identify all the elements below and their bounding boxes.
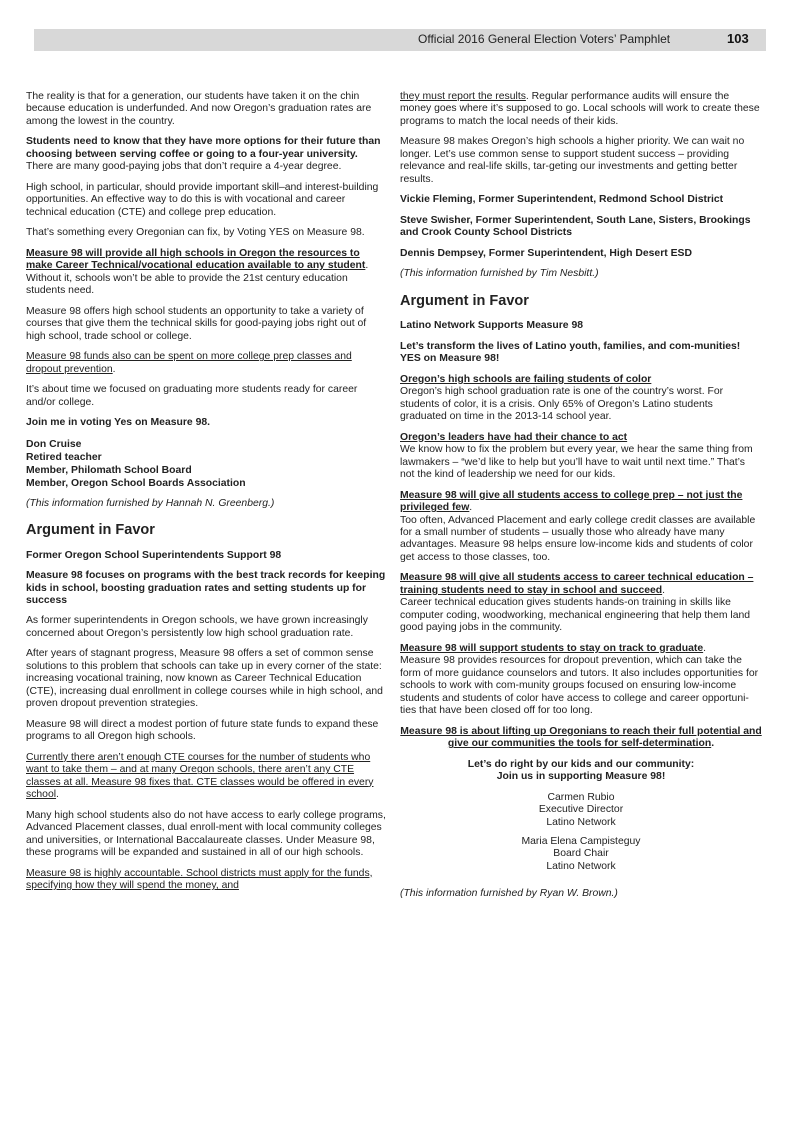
paragraph: Measure 98 funds also can be spent on more college prep classes and dropout prevention.	[26, 351, 352, 375]
argument-heading: Argument in Favor	[400, 292, 529, 309]
signature-line: Board Chair	[553, 848, 609, 860]
signer: Steve Swisher, Former Superintendent, South Lane, Sisters, Brookings and Crook County School Districts	[400, 214, 751, 239]
signature-block	[400, 792, 762, 830]
closing-statement: Measure 98 is about lifting up Oregonians to reach their full potential and give our communities the tools for self-determination.	[400, 725, 762, 750]
argument-heading: Argument in Favor	[26, 522, 155, 539]
subheading: Latino Network Supports Measure 98	[400, 320, 584, 332]
signature-block	[26, 438, 386, 490]
paragraph: High school, in particular, should provide important skill–and interest-building opportunities. An effective way to do this is with vocational and career technical education (CTE) and college prep education.	[26, 181, 379, 218]
call-to-action: Join me in voting Yes on Measure 98.	[26, 417, 211, 429]
section: Oregon’s leaders have had their chance to act We know how to fix the problem but every year, we hear the same thing from lawmakers – “we’d like to help but you’ll have to wait until next time.” That’s not the kind of leadership we need for our kids.	[400, 431, 753, 481]
page-number: 103	[727, 31, 749, 46]
signer: Vickie Fleming, Former Superintendent, Redmond School District	[400, 194, 724, 206]
section: Measure 98 will support students to stay on track to graduate. Measure 98 provides resources for dropout prevention, which can take the form of more guidance counselors and tutors. It also includes opportunities for schools to work with com-munity groups focused on ensuring low-income students and students of color have access to college and career opportuni-ties that have been closed off for too long.	[400, 642, 759, 717]
signature-line: Maria Elena Campisteguy	[521, 835, 641, 847]
furnished-by: (This information furnished by Hannah N. Greenberg.)	[26, 497, 275, 509]
paragraph: Measure 98 offers high school students an opportunity to take a variety of courses that give them the technical skills for good-paying jobs right out of high school, trade school or college.	[26, 305, 367, 342]
paragraph: Measure 98 will direct a modest portion of future state funds to expand these programs to all Oregon high schools.	[26, 718, 379, 743]
signature-line: Latino Network	[546, 861, 616, 873]
signature-line: Latino Network	[546, 817, 616, 829]
paragraph: That’s something every Oregonian can fix, by Voting YES on Measure 98.	[26, 227, 365, 239]
section: Oregon’s high schools are failing students of color Oregon’s high school graduation rate is one of the country’s worst. For students of color, it is a crisis. Only 65% of Oregon’s Latino students graduated on time in the 2013-14 school year.	[400, 373, 724, 423]
paragraph: Measure 98 will provide all high schools in Oregon the resources to make Career Technical/vocational education available to any student. Without it, schools won’t be able to provide the 21st century education students need.	[26, 247, 369, 297]
closing-call: Let’s do right by our kids and our community: Join us in supporting Measure 98!	[467, 758, 695, 783]
signature-line: Member, Oregon School Boards Association	[26, 477, 246, 489]
signature-line: Executive Director	[538, 804, 624, 816]
signature-line: Member, Philomath School Board	[26, 464, 192, 476]
paragraph: they must report the results. Regular performance audits will ensure the money goes where it’s supposed to go. Local schools will work to create these programs to match the local needs of their kids.	[400, 91, 760, 127]
paragraph: It’s about time we focused on graduating more students ready for career and/or college.	[26, 384, 358, 408]
paragraph: The reality is that for a generation, our students have taken it on the chin because education is underfunded. And now Oregon’s graduation rates are among the lowest in the country.	[26, 91, 372, 127]
right-column	[400, 91, 762, 908]
paragraph: Measure 98 is highly accountable. School districts must apply for the funds, specifying how they will spend the money, and	[26, 867, 373, 892]
paragraph: As former superintendents in Oregon schools, we have grown increasingly concerned about Oregon’s persistently low high school graduation rate.	[26, 615, 368, 639]
paragraph: After years of stagnant progress, Measure 98 offers a set of common sense solutions to this problem that schools can take up in every corner of the state: increasing vocational training, now known as Career Technical Education (CTE), increasing dual enrollment in college courses while in high school, and proven dropout prevention strategies.	[26, 648, 383, 710]
paragraph: Currently there aren’t enough CTE courses for the number of students who want to take them – and at many Oregon schools, there aren’t any CTE classes at all. Measure 98 fixes that. CTE classes would be offered in every school.	[26, 751, 374, 801]
section: Measure 98 will give all students access to college prep – not just the privileged few. Too often, Advanced Placement and early college credit classes are available for a small number of students – usually those who already have many advantages. Measure 98 helps ensure low-income kids and students of color get access to those classes, too.	[400, 489, 756, 563]
pamphlet-title: Official 2016 General Election Voters’ Pamphlet	[418, 32, 671, 46]
furnished-by: (This information furnished by Tim Nesbitt.)	[400, 268, 599, 280]
signer: Dennis Dempsey, Former Superintendent, High Desert ESD	[400, 247, 692, 259]
paragraph: Measure 98 makes Oregon’s high schools a higher priority. We can wait no longer. Let’s use common sense to support student success – providing relevance and real-life skills, tar-geting our investments and getting better results.	[400, 136, 745, 185]
subheading: Former Oregon School Superintendents Support 98	[26, 549, 282, 561]
signature-block	[400, 836, 762, 874]
signature-line: Don Cruise	[26, 438, 82, 450]
signature-line: Carmen Rubio	[547, 791, 615, 803]
left-column	[26, 91, 386, 901]
subheading: Measure 98 focuses on programs with the best track records for keeping kids in school, boosting graduation rates and setting students up for success	[26, 570, 386, 606]
subheading: Let’s transform the lives of Latino youth, families, and com-munities! YES on Measure 98!	[400, 340, 741, 365]
paragraph: Many high school students also do not have access to early college programs, Advanced Placement classes, dual enroll-ment with local community colleges and universities, or International Baccalaureate classes. Under Measure 98, these programs will be expanded and sustained in all of our high schools.	[26, 809, 386, 859]
section: Measure 98 will give all students access to career technical education – training students need to stay in school and succeed. Career technical education gives students hands-on training in skills like computer coding, woodworking, mechanical engineering that help them land good paying jobs in the community.	[400, 572, 754, 634]
paragraph: Students need to know that they have more options for their future than choosing between serving coffee or going to a four-year university. There are many good-paying jobs that don’t require a 4-year degree.	[26, 136, 381, 173]
furnished-by: (This information furnished by Ryan W. Brown.)	[400, 887, 618, 899]
signature-line: Retired teacher	[26, 451, 102, 463]
